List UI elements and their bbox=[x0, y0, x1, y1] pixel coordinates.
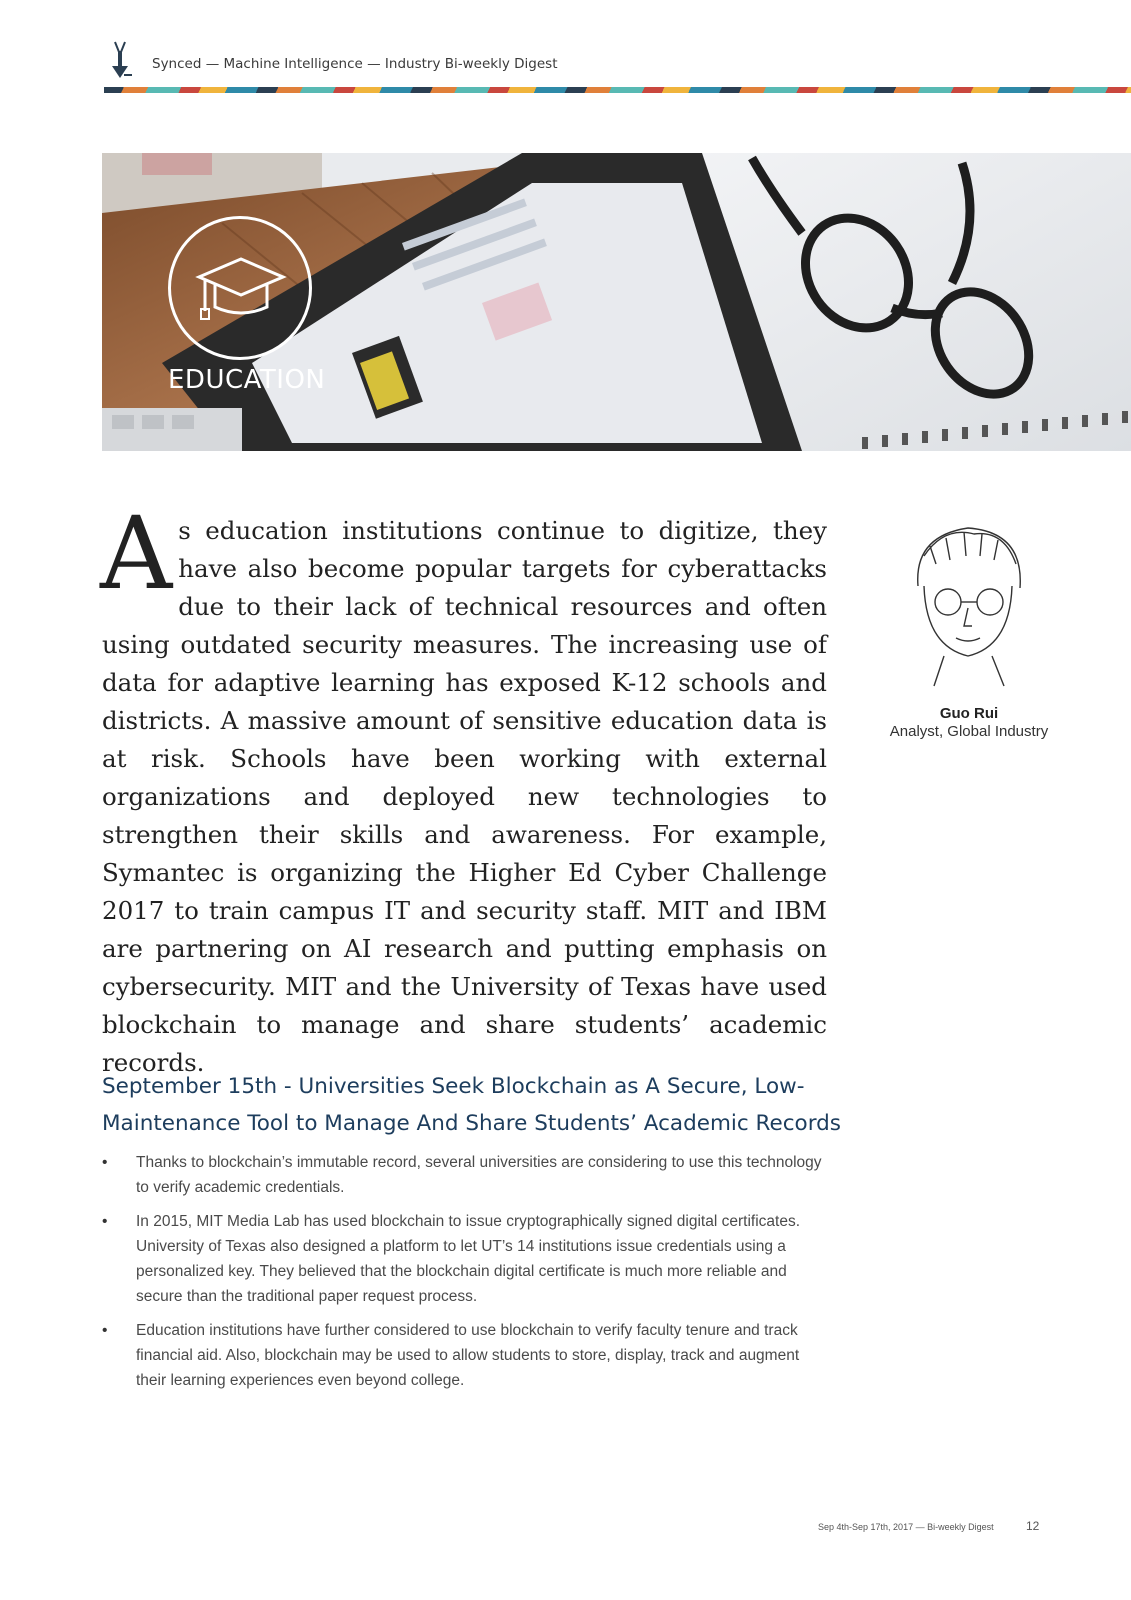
list-item bbox=[102, 1318, 822, 1393]
synced-logo-icon bbox=[106, 40, 134, 80]
bullet-text: Education institutions have further considered to use blockchain to verify faculty tenure and track financial aid. Also, blockchain may be used to allow students to store, display, track and augment their learning experiences even beyond college. bbox=[136, 1322, 800, 1389]
bullet-icon: • bbox=[102, 1154, 108, 1171]
bullet-icon: • bbox=[102, 1322, 108, 1339]
bullet-icon: • bbox=[102, 1213, 108, 1230]
author-name: Guo Rui bbox=[939, 705, 999, 722]
list-item bbox=[102, 1150, 822, 1200]
header-stripe bbox=[104, 87, 1131, 93]
graduation-cap-icon bbox=[171, 219, 309, 357]
page-number: 12 bbox=[1026, 1519, 1040, 1533]
lead-paragraph bbox=[100, 495, 827, 1082]
bullet-text: In 2015, MIT Media Lab has used blockchain to issue cryptographically signed digital certificates. University of Texas also designed a platform to let UT’s 14 institutions issue credentials using a personalized key. They believed that the blockchain digital certificate is much more reliable and secure than the traditional paper request process. bbox=[136, 1213, 800, 1305]
list-item bbox=[102, 1209, 822, 1309]
drop-cap: A bbox=[100, 495, 173, 612]
header-title: Synced — Machine Intelligence — Industry Bi-weekly Digest bbox=[152, 56, 558, 72]
news-bullet-list bbox=[102, 1150, 822, 1402]
footer-text: Sep 4th-Sep 17th, 2017 — Bi-weekly Digest bbox=[818, 1522, 994, 1532]
news-headline: September 15th - Universities Seek Blockchain as A Secure, Low-Maintenance Tool to Manage And Share Students’ Academic Records bbox=[102, 1074, 841, 1136]
author-role: Analyst, Global Industry bbox=[889, 723, 1049, 740]
education-badge bbox=[168, 216, 312, 360]
author-portrait bbox=[884, 516, 1052, 696]
bullet-text: Thanks to blockchain’s immutable record, several universities are considering to use this technology to verify academic credentials. bbox=[136, 1154, 822, 1196]
lead-text: s education institutions continue to digitize, they have also become popular targets for cyberattacks due to their lack of technical resources and often using outdated security measures. The increasing use of data for adaptive learning has exposed K-12 schools and districts. A massive amount of sensitive education data is at risk. Schools have been working with external organizations and deployed new technologies to strengthen their skills and awareness. For example, Symantec is organizing the Higher Ed Cyber Challenge 2017 to train campus IT and security staff. MIT and IBM are partnering on AI research and putting emphasis on cybersecurity. MIT and the University of Texas have used blockchain to manage and share students’ academic records. bbox=[102, 516, 827, 1077]
section-label: EDUCATION bbox=[168, 365, 326, 395]
